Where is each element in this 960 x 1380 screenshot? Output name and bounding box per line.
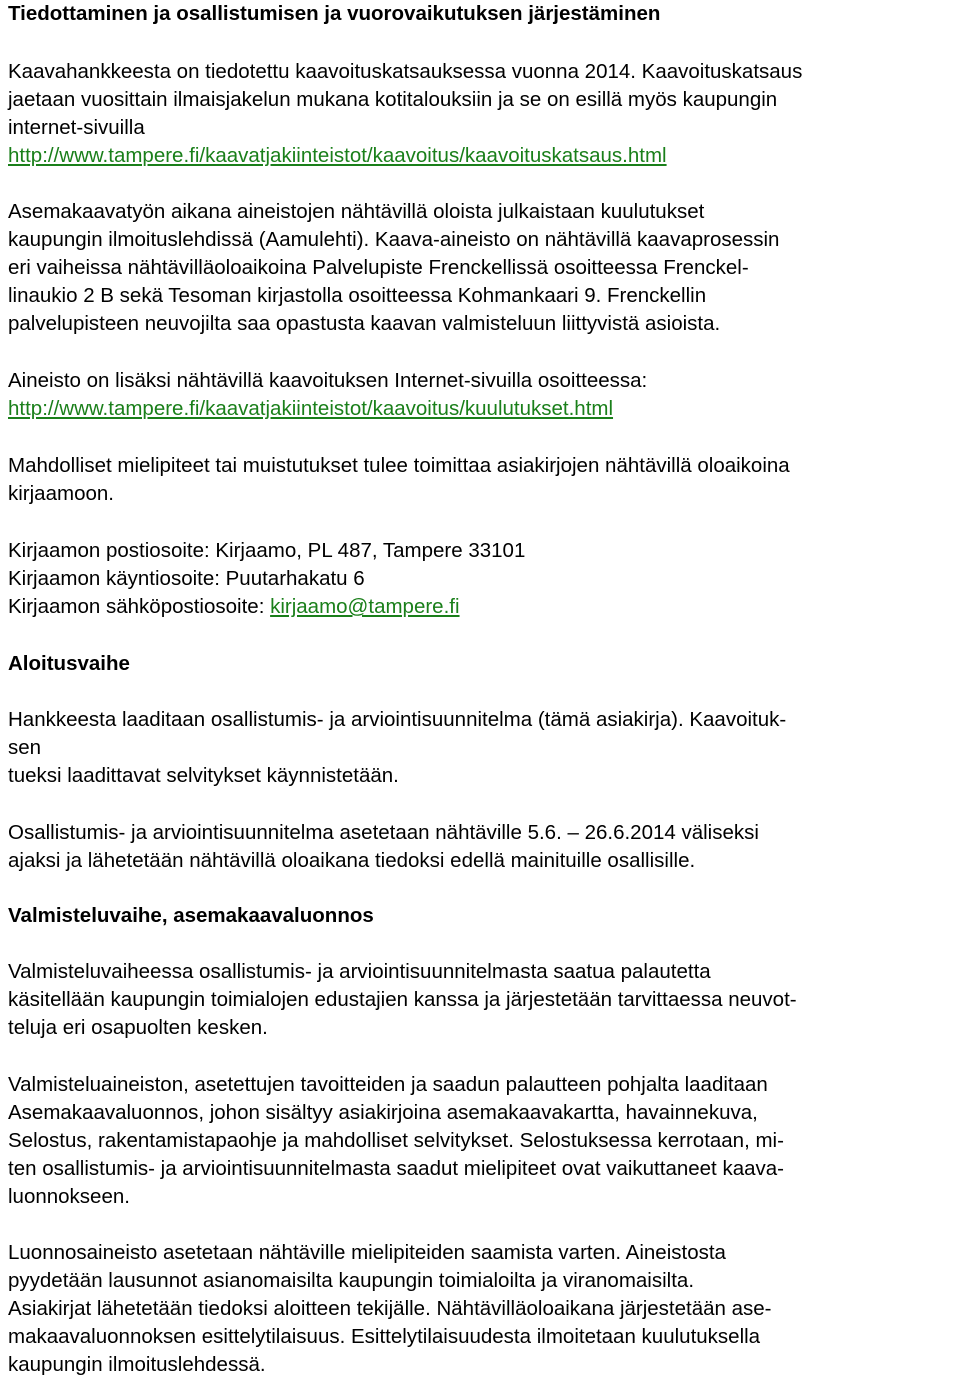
paragraph-line: Luonnosaineisto asetetaan nähtäville mielipiteiden saamista varten. Aineistosta (8, 1241, 726, 1264)
paragraph-line: kaupungin ilmoituslehdissä (Aamulehti). Kaava-aineisto on nähtävillä kaavaprosessin (8, 228, 780, 251)
postal-address: Kirjaamon postiosoite: Kirjaamo, PL 487, Tampere 33101 (8, 539, 526, 562)
kuulutukset-link[interactable]: http://www.tampere.fi/kaavatjakiinteistot/kaavoitus/kuulutukset.html (8, 397, 614, 420)
section-heading-start-phase: Aloitusvaihe (8, 652, 130, 675)
paragraph-line: eri vaiheissa nähtävilläoloaikoina Palvelupiste Frenckellissä osoitteessa Frenckel- (8, 256, 749, 279)
visiting-address: Kirjaamon käyntiosoite: Puutarhakatu 6 (8, 567, 365, 590)
paragraph-line: Selostus, rakentamistapaohje ja mahdolliset selvitykset. Selostuksessa kerrotaan, mi- (8, 1129, 784, 1152)
paragraph-line: Mahdolliset mielipiteet tai muistutukset tulee toimittaa asiakirjojen nähtävillä oloaikoina (8, 454, 790, 477)
paragraph-line: Asemakaavaluonnos, johon sisältyy asiakirjoina asemakaavakartta, havainnekuva, (8, 1101, 758, 1124)
section-heading-communication: Tiedottaminen ja osallistumisen ja vuorovaikutuksen järjestäminen (8, 2, 661, 25)
paragraph-line: internet-sivuilla (8, 116, 145, 139)
paragraph-line: tueksi laadittavat selvitykset käynnistetään. (8, 764, 399, 787)
email-link[interactable]: kirjaamo@tampere.fi (270, 595, 460, 618)
paragraph-line: Asiakirjat lähetetään tiedoksi aloitteen tekijälle. Nähtävilläoloaikana järjestetään ase- (8, 1297, 772, 1320)
paragraph-line: kirjaamoon. (8, 482, 114, 505)
section-heading-preparation-phase: Valmisteluvaihe, asemakaavaluonnos (8, 904, 374, 927)
paragraph-line: ten osallistumis- ja arviointisuunnitelmasta saadut mielipiteet ovat vaikuttaneet kaava- (8, 1157, 784, 1180)
paragraph-line: luonnokseen. (8, 1185, 130, 1208)
paragraph-line: palvelupisteen neuvojilta saa opastusta kaavan valmisteluun liittyvistä asioista. (8, 312, 721, 335)
paragraph-line: jaetaan vuosittain ilmaisjakelun mukana kotitalouksiin ja se on esillä myös kaupungin (8, 88, 778, 111)
email-label: Kirjaamon sähköpostiosoite: (8, 595, 271, 618)
paragraph-line: Aineisto on lisäksi nähtävillä kaavoituksen Internet-sivuilla osoitteessa: (8, 369, 648, 392)
paragraph-line: kaupungin ilmoituslehdessä. (8, 1353, 266, 1376)
paragraph-line: Kaavahankkeesta on tiedotettu kaavoituskatsauksessa vuonna 2014. Kaavoituskatsaus (8, 60, 803, 83)
email-address-line (8, 593, 460, 621)
kaavoituskatsaus-link[interactable]: http://www.tampere.fi/kaavatjakiinteistot/kaavoitus/kaavoituskatsaus.html (8, 144, 667, 167)
paragraph-line: linaukio 2 B sekä Tesoman kirjastolla osoitteessa Kohmankaari 9. Frenckellin (8, 284, 707, 307)
paragraph-line: sen (8, 736, 42, 759)
paragraph-line: makaavaluonnoksen esittelytilaisuus. Esittelytilaisuudesta ilmoitetaan kuulutuksella (8, 1325, 761, 1348)
paragraph-line: pyydetään lausunnot asianomaisilta kaupungin toimialoilta ja viranomaisilta. (8, 1269, 695, 1292)
paragraph-line: Valmisteluaineiston, asetettujen tavoitteiden ja saadun palautteen pohjalta laaditaan (8, 1073, 768, 1096)
paragraph-line: Asemakaavatyön aikana aineistojen nähtävillä oloista julkaistaan kuulutukset (8, 200, 705, 223)
paragraph-line: Hankkeesta laaditaan osallistumis- ja arviointisuunnitelma (tämä asiakirja). Kaavoituk- (8, 708, 787, 731)
paragraph-line: ajaksi ja lähetetään nähtävillä oloaikana tiedoksi edellä mainituille osallisille. (8, 849, 696, 872)
paragraph-line: käsitellään kaupungin toimialojen edustajien kanssa ja järjestetään tarvittaessa neuvot- (8, 988, 797, 1011)
paragraph-line: Osallistumis- ja arviointisuunnitelma asetetaan nähtäville 5.6. – 26.6.2014 väliseksi (8, 821, 759, 844)
paragraph-line: Valmisteluvaiheessa osallistumis- ja arviointisuunnitelmasta saatua palautetta (8, 960, 711, 983)
paragraph-line: teluja eri osapuolten kesken. (8, 1016, 268, 1039)
